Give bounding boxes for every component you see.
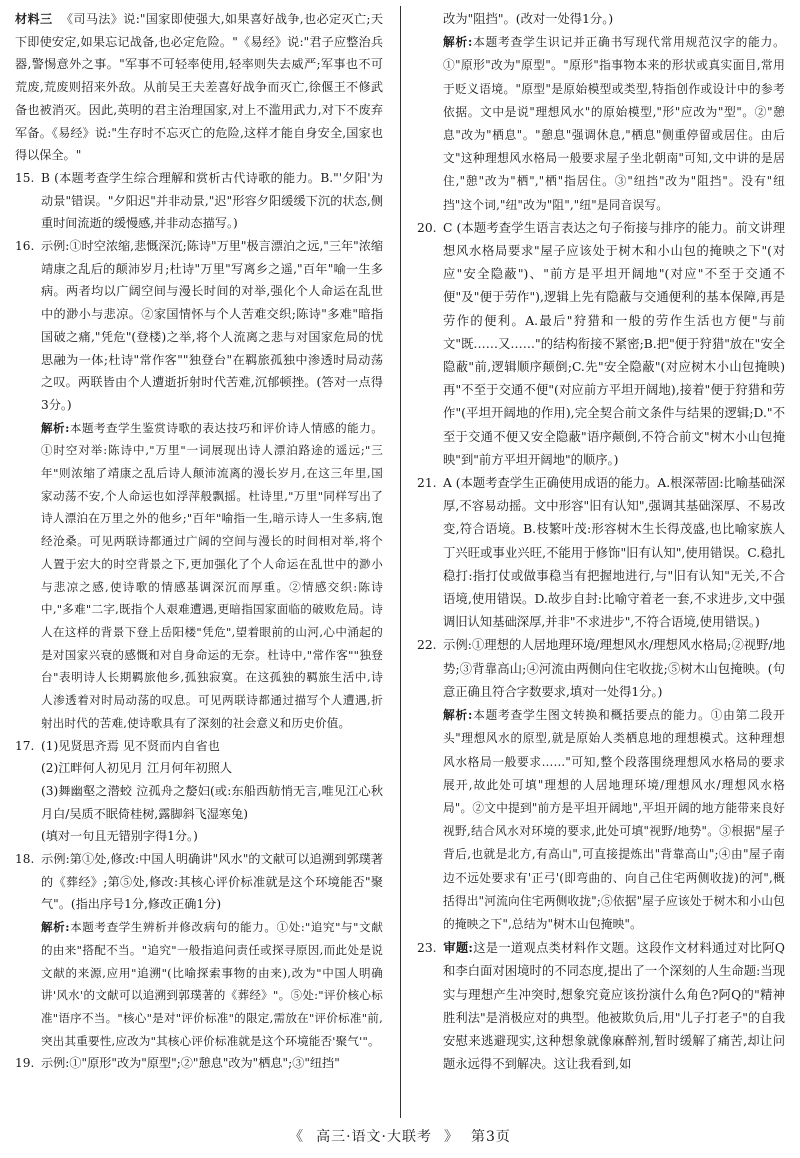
question-22-analysis-label: 解析: [443, 708, 473, 723]
question-17-item-3: (3)舞幽壑之潜蛟 泣孤舟之嫠妇(或:东船西舫悄无言,唯见江心秋月白/吴质不眠倚桂树,露脚斜飞湿寒兔) [41, 783, 383, 821]
question-18-analysis-text: 本题考查学生辨析并修改病句的能力。①处:"追究"与"文献的由来"搭配不当。"追究"一般指追问责任或探寻原因,而此处是说文献的来源,应用"追溯"(比喻探索事物的由来),改为"中国人明确讲'风水'的文献可以追溯到郭璞著的《葬经》"。⑤处:"评价核心标准"语序不当。"核心"是对"评价标准"的限定,需放在"评价标准"前,突出其重要性,应改为"其核心评价标准就是这个环境能否'聚气'"。 [41, 920, 383, 1048]
question-19-answer-end: 改为"阻挡"。(改对一处得1分。) [443, 12, 614, 26]
question-16 [15, 235, 383, 417]
question-16-answer: 示例:①时空浓缩,悲慨深沉;陈诗"万里"极言漂泊之远,"三年"浓缩靖康之乱后的颠沛岁月;杜诗"万里"写离乡之遥,"百年"喻一生多病。两者均以广阔空间与漫长时间的对举,强化个人命运在乱世中的渺小与悲凉。②家国情怀与个人苦难交织;陈诗"多难"暗指国破之痛,"凭危"(登楼)之举,将个人流离之悲与对国家危局的忧思融为一体;杜诗"常作客""独登台"在羁旅孤独中渗透时局动荡之叹。两联皆由个人遭逝折射时代苦难,沉郁顿挫。(答对一点得3分。) [41, 239, 383, 412]
question-22-analysis-text: 本题考查学生图文转换和概括要点的能力。①由第二段开头"理想风水的原型,就是原始人类栖息地的理想模式。这种理想风水格局一般要求……"可知,整个段落围绕理想风水格局的要求展开,故此处可填"理想的人居地理环境/理想风水/理想风水格局"。②文中提到"前方是平坦开阔地",平坦开阔的地方能带来良好视野,结合风水对环境的要求,此处可填"视野/地势"。③根据"屋子背后,也就是北方,有高山",可直接提炼出"背靠高山";④由"屋子南边不远处要求有'正弓'(即弯曲的、向自己住宅两侧收拢)的河",概括得出"河流向住宅两侧收拢";⑤依据"屋子应该处于树木和小山包的掩映之下",总结为"树木山包掩映"。 [443, 708, 785, 931]
question-23-label: 审题: [443, 940, 473, 956]
question-19-number: 19. [15, 1056, 35, 1071]
footer-left-mark: 《 [289, 1129, 305, 1145]
right-column [417, 8, 785, 1076]
footer-right-mark: 》 [443, 1129, 459, 1145]
question-17-number: 17. [15, 738, 35, 753]
question-18-analysis [15, 916, 383, 1052]
question-19 [15, 1052, 383, 1075]
question-19-analysis-label: 解析: [443, 35, 473, 50]
question-23-text: 这是一道观点类材料作文题。这段作文材料通过对比阿Q和李白面对困境时的不同态度,提出了一个深刻的人生命题:当现实与理想产生冲突时,想象究竟应该扮演什么角色?阿Q的"精神胜利法"是消极应对的典型。他被欺负后,用"儿子打老子"的自我安慰来逃避现实,这种想象就像麻醉剂,暂时缓解了痛苦,却让问题永远得不到解决。这让我看到,如 [443, 941, 785, 1072]
question-21-number: 21. [417, 476, 437, 491]
question-20-number: 20. [417, 220, 437, 235]
question-22-answer: 示例:①理想的人居地理环境/理想风水/理想风水格局;②视野/地势;③背靠高山;④河流由两侧向住宅收拢;⑤树木山包掩映。(句意正确且符合字数要求,填对一处得1分。) [443, 638, 785, 699]
question-19-analysis-text: 本题考查学生识记并正确书写现代常用规范汉字的能力。①"原形"改为"原型"。"原形"指事物本来的形状或真实面目,常用于贬义语境。"原型"是原始模型或类型,特指创作或设计中的参考依据。文中是说"理想风水"的原始模型,"形"应改为"型"。②"憩息"改为"栖息"。"憩息"强调休息,"栖息"侧重停留或居住。由后文"这种理想风水格局一般要求屋子坐北朝南"可知,文中讲的是居住,"憩"改为"栖","栖"指居住。③"纽挡"改为"阻挡"。没有"纽挡"这个词,"纽"改为"阻","纽"是同音误写。 [443, 35, 785, 212]
question-17-item-1: (1)见贤思齐焉 见不贤而内自省也 [41, 738, 220, 753]
question-22 [417, 634, 785, 704]
question-17 [15, 735, 383, 758]
question-22-analysis [417, 704, 785, 936]
material-three-text: 《司马法》说:"国家即使强大,如果喜好战争,也必定灭亡;天下即使安定,如果忘记战备,也必定危险。"《易经》说:"君子应整治兵器,警惕意外之事。"军事不可轻率使用,轻率则失去威严;军事也不可荒废,荒废则招来外敌。从前吴王夫差喜好战争而灭亡,徐偃王不修武备也被消灭。因此,英明的君主治理国家,对上不滥用武力,对下不废弃军备。《易经》说:"生存时不忘灭亡的危险,这样才能自身安全,国家也得以保全。" [15, 12, 383, 163]
question-22-number: 22. [417, 638, 437, 653]
question-16-number: 16. [15, 239, 35, 254]
question-19-continued [417, 8, 785, 31]
question-17-item-2: (2)江畔何人初见月 江月何年初照人 [41, 761, 233, 776]
question-23 [417, 936, 785, 1076]
left-column [15, 8, 383, 1075]
question-20-text: C (本题考查学生语言表达之句子衔接与排序的能力。前文讲理想风水格局要求"屋子应该处于树木和小山包的掩映之下"(对应"安全隐蔽")、"前方是平坦开阔地"(对应"不至于交通不便"及"便于劳作"),逻辑上先有隐蔽与交通便利的基本保障,再是劳作的便利。A.最后"狩猎和一般的劳作生活也方便"与前文"既……又……"的结构衔接不紧密;B.把"便于狩猎"放在"安全隐蔽"前,逻辑顺序颠倒;C.先"安全隐蔽"(对应树木小山包掩映)再"不至于交通不便"(对应前方平坦开阔地),接着"便于狩猎和劳作"(平坦开阔地的作用),完全契合前文条件与结果的逻辑;D."不至于交通不便又安全隐蔽"语序颠倒,不符合前文"树木小山包掩映"到"前方平坦开阔地"的顺序。) [443, 220, 785, 467]
material-three [15, 8, 383, 167]
question-15-text: B (本题考查学生综合理解和赏析古代诗歌的能力。B."'夕阳'为动景"错误。"夕阳迟"并非动景,"迟"形容夕阳缓缓下沉的状态,侧重时间流逝的缓慢感,并非动态描写。) [41, 170, 383, 231]
question-18-number: 18. [15, 852, 35, 867]
footer-title: 高三·语文·大联考 [316, 1129, 432, 1145]
column-divider [400, 6, 401, 1118]
page-footer [0, 1126, 800, 1146]
question-23-number: 23. [417, 941, 437, 956]
page-number: 第3页 [470, 1129, 511, 1145]
question-19-analysis [417, 31, 785, 217]
question-19-answer-start: 示例:①"原形"改为"原型";②"憩息"改为"栖息";③"纽挡" [41, 1056, 340, 1071]
question-17-items [15, 757, 383, 848]
question-21 [417, 472, 785, 634]
question-15-number: 15. [15, 170, 35, 185]
question-16-analysis [15, 417, 383, 735]
question-15 [15, 167, 383, 235]
question-16-analysis-label: 解析: [41, 420, 70, 435]
material-three-label: 材料三 [15, 12, 53, 26]
question-20 [417, 217, 785, 472]
question-18-analysis-label: 解析: [41, 920, 70, 935]
question-16-analysis-text: 本题考查学生鉴赏诗歌的表达技巧和评价诗人情感的能力。①时空对举:陈诗中,"万里"一词展现出诗人漂泊路途的遥远;"三年"则浓缩了靖康之乱后诗人颠沛流离的漫长岁月,在这三年里,国家动荡不安,个人命运也如浮萍般飘摇。杜诗里,"万里"同样写出了诗人漂泊在万里之外的他乡;"百年"喻指一生,暗示诗人一生多病,饱经沧桑。可见两联诗都通过广阔的空间与漫长的时间相对举,将个人置于宏大的时空背景之下,更加强化了个人命运在乱世中的渺小与悲凉之感,使诗歌的情感基调深沉而厚重。②情感交织:陈诗中,"多难"二字,既指个人艰难遭遇,更暗指国家面临的破败危局。诗人在这样的背景下登上岳阳楼"凭危",望着眼前的山河,心中涌起的是对国家兴衰的感慨和对自身命运的无奈。杜诗中,"常作客""独登台"表明诗人长期羁旅他乡,孤独寂寞。在这孤独的羁旅生活中,诗人渗透着对时局动荡的叹息。可见两联诗都通过描写个人遭遇,折射出时代的苦难,使诗歌具有了深刻的社会意义和历史价值。 [41, 420, 383, 730]
question-18-answer: 示例:第①处,修改:中国人明确讲"风水"的文献可以追溯到郭璞著的《葬经》;第⑤处,修改:其核心评价标准就是这个环境能否"聚气"。(指出序号1分,修改正确1分) [41, 852, 383, 912]
question-18 [15, 848, 383, 916]
question-17-note: (填对一句且无错别字得1分。) [41, 829, 198, 844]
question-21-text: A (本题考查学生正确使用成语的能力。A.根深蒂固:比喻基础深厚,不容易动摇。文中形容"旧有认知",强调其基础深厚、不易改变,符合语境。B.枝繁叶茂:形容树木生长得茂盛,也比喻家族人丁兴旺或事业兴旺,不能用于修饰"旧有认知",使用错误。C.稳扎稳打:指打仗或做事稳当有把握地进行,与"旧有认知"无关,不合语境,使用错误。D.故步自封:比喻守着老一套,不求进步,文中强调旧认知基础深厚,并非"不求进步",不符合语境,使用错误。) [443, 476, 785, 630]
